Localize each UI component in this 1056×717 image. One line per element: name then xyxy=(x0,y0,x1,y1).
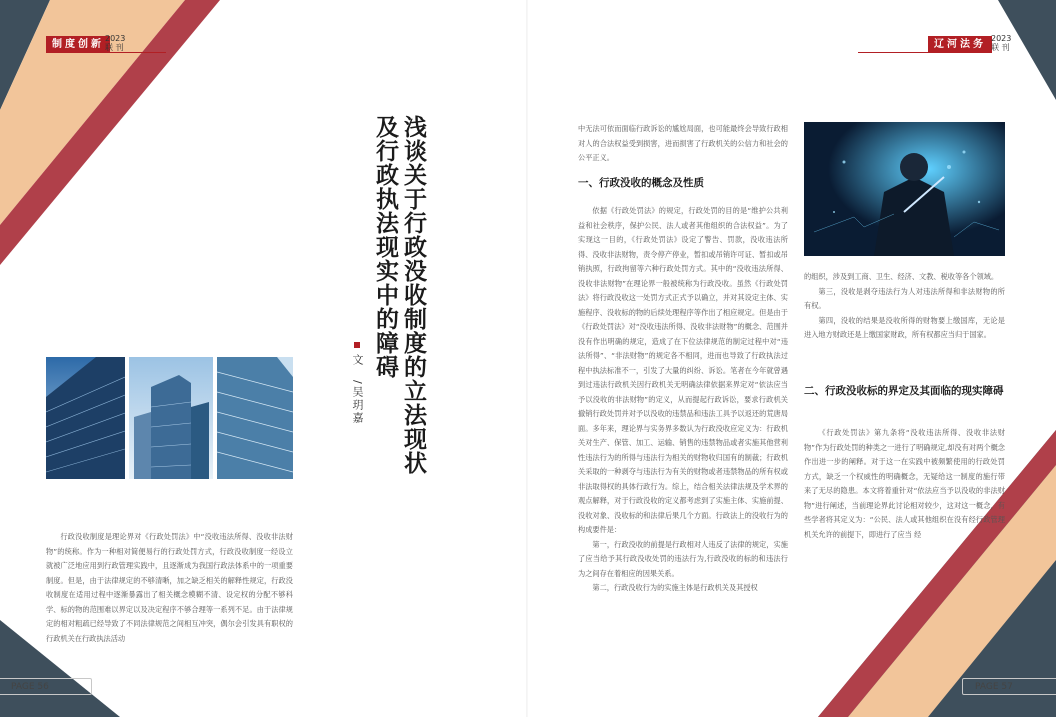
author-text: 文 /吴玥嘉 xyxy=(351,354,364,425)
intro-text: 行政没收制度是理论界对《行政处罚法》中“没收违法所得、没收非法财物”的统称。作为一种相对简便易行的行政处罚方式，行政没收制度一经设立就被广泛地应用到行政管理实践中，且逐渐成为我国行政法体系中的一项重要制度。但是，由于法律规定的不够清晰，加之缺乏相关的解释性规定，行政没收制度在适用过程中逐渐暴露出了相关概念模糊不清、设定权的分配不够科学、标的物的范围难以界定以及决定程序不够合理等一系列不足。由于法律规定的相对粗疏已经导致了不同法律规范之间相互冲突，偶尔会引发具有职权的行政机关在行政执法活动 xyxy=(46,532,293,643)
col2-body xyxy=(804,426,1005,542)
year-text-right: 2023 xyxy=(991,34,1012,43)
issue-text: 联 刊 xyxy=(105,43,124,52)
col2-top-paragraphs xyxy=(804,270,1005,343)
col1-body xyxy=(578,204,788,596)
section1-heading: 一、行政没收的概念及性质 xyxy=(578,177,704,189)
right-page xyxy=(528,0,1056,717)
header-section-badge-right: 辽河法务 xyxy=(928,36,992,53)
author-byline xyxy=(349,342,365,425)
col2-paragraph-4: 《行政处罚法》第九条将“没收违法所得、没收非法财物”作为行政处罚的种类之一进行了明确规定,却没有对两个概念作出进一步的阐释。对于这一在实践中被频繁使用的行政处罚方式，缺乏一个权威性的明确概念，无疑给这一制度的施行带来了无尽的隐患。本文将着重针对“依法应当予以没收的非法财物”进行阐述，当前理论界此讨论相对较少，这对这一概念，有些学者将其定义为：“公民、法人或其他组织在没有经行政管理机关允许的前提下，即进行了应当 经 xyxy=(804,428,1005,539)
building-photo-2 xyxy=(129,357,213,479)
building-photo-1 xyxy=(46,357,125,479)
building-photo-3 xyxy=(217,357,293,479)
col1-paragraph-3: 第二，行政没收行为的实施主体是行政机关及其授权 xyxy=(592,583,758,592)
red-square-bullet xyxy=(354,342,360,348)
year-text: 2023 xyxy=(105,34,126,43)
col1-top-paragraph xyxy=(578,122,788,166)
section2-heading: 二、行政没收标的界定及其面临的现实障碍 xyxy=(804,385,1004,397)
col1-paragraph-1: 依据《行政处罚法》的规定，行政处罚的目的是“维护公共利益和社会秩序，保护公民、法人或者其他组织的合法权益”。为了实现这一目的，《行政处罚法》设定了警告、罚款，没收违法所得、没收非法财物，责令停产停业，暂扣或吊销许可证、暂扣或吊销执照，行政拘留等六种行政处罚方式。其中的“没收违法所得、没收非法财物”在理论界一般被统称为行政没收。虽然《行政处罚法》将行政没收这一处罚方式正式予以确立，并对其设定主体、实施程序、没收标的物的后续处理程序等作出了相应规定。但是由于《行政处罚法》对“没收违法所得、没收非法财物”的概念、范围并没有作出明确的规定，造成了在下位法律规范的制定过程中对“违法所得”、“非法财物”的规定各不相同，进而也导致了行政执法过程中执法标准不一，引发了大量的纠纷、诉讼。笔者在今年就曾遇到过违法行政机关因行政机关无明确法律依据来界定对“依法应当予以没收的非法财物”的定义，从而提起行政诉讼，要求行政机关撤销行政处罚并对予以没收的违禁品和违法工具予以返还的荒唐局面。多年来，理论界与实务界多数认为行政没收应定义为：行政机关对生产、保管、加工、运输、销售的违禁物品或者实施其他营利性违法行为的所得与违法行为相关的财物收归国有的制裁；行政机关采取的一种剥夺与违法行为有关的财物或者违禁物品的所有权或非法取得权的具体行政行为。综上，结合相关法律法规及学术界的观点解释，对于行政没收的定义都考虑到了实施主体、实施前提、没收对象、没收标的和法律后果几个方面。行政法上的没收行为的构成要件是： xyxy=(578,206,788,534)
col1-top-text: 中无法可依而面临行政诉讼的尴尬局面，也可能最终会导致行政相对人的合法权益受到损害，进而损害了行政机关的公信力和社会的公平正义。 xyxy=(578,124,788,162)
header-year-right xyxy=(991,34,1011,52)
header-section-badge: 制度创新 xyxy=(46,36,110,53)
col2-paragraph-3: 第四，没收的结果是没收所得的财物要上缴国库，无论是进入地方财政还是上缴国家财政，所有权都应当归于国家。 xyxy=(804,315,1005,339)
page-number: PAGE 56 xyxy=(11,682,49,692)
intro-paragraph xyxy=(46,530,293,646)
header-year xyxy=(105,34,125,52)
issue-text-right: 联 刊 xyxy=(991,43,1010,52)
business-tech-photo xyxy=(804,122,1005,256)
page-number-box xyxy=(0,678,92,695)
article-title-line2: 及行政执法现实中的障碍 xyxy=(372,115,398,379)
col2-paragraph-2: 第三，没收是剥夺违法行为人对违法所得和非法财物的所有权。 xyxy=(804,286,1005,310)
col1-paragraph-2: 第一，行政没收的前提是行政相对人违反了法律的规定，实施了应当给予其行政没收处罚的违法行为,行政没收的标的和违法行为之间存在着相应的因果关系。 xyxy=(578,539,788,578)
col2-paragraph-1: 的组织，涉及到工商、卫生、经济、文教、税收等各个领域。 xyxy=(804,272,999,281)
article-title-line1: 浅谈关于行政没收制度的立法现状 xyxy=(400,115,426,475)
header-rule xyxy=(46,52,166,53)
page-number-box-right xyxy=(962,678,1056,695)
page-number-right: PAGE 57 xyxy=(975,682,1013,692)
